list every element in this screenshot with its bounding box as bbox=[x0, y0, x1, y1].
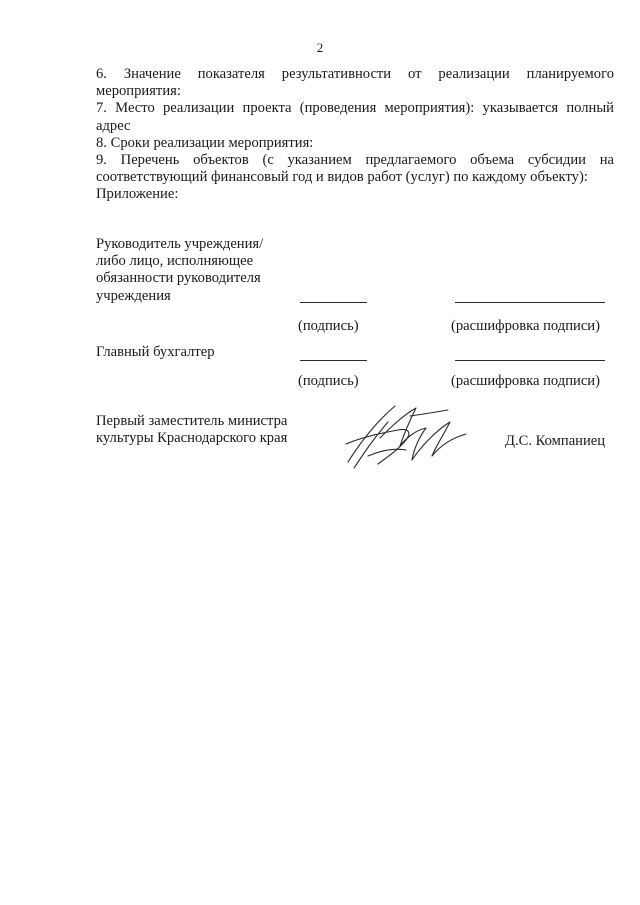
page-number: 2 bbox=[316, 40, 324, 55]
head-title-line-4: учреждения bbox=[96, 287, 171, 304]
head-decode-line bbox=[455, 302, 605, 303]
item-7-line-1: 7. Место реализации проекта (проведения мероприятия): указывается полный bbox=[96, 100, 614, 117]
attachment-label bbox=[96, 186, 614, 203]
approver-title-line-2: культуры Краснодарского края bbox=[96, 430, 288, 447]
head-title-line-3: обязанности руководителя bbox=[96, 270, 261, 287]
item-7-line-2: адрес bbox=[96, 117, 131, 134]
approver-name: Д.С. Компаниец bbox=[505, 433, 606, 449]
head-decode-caption: (расшифровка подписи) bbox=[451, 318, 600, 334]
item-8-line-1: 8. Сроки реализации мероприятия: bbox=[96, 134, 314, 151]
item-6-line-1: 6. Значение показателя результативности от реализации планируемого bbox=[96, 66, 614, 82]
head-sign-caption: (подпись) bbox=[298, 318, 359, 334]
item-6-line-2: мероприятия: bbox=[96, 83, 181, 100]
item-8 bbox=[96, 135, 614, 152]
item-7 bbox=[96, 100, 614, 134]
accountant-decode-caption: (расшифровка подписи) bbox=[451, 373, 600, 389]
items-list bbox=[96, 66, 614, 204]
handwritten-signature-icon bbox=[340, 398, 480, 478]
head-title-line-2: либо лицо, исполняющее bbox=[96, 253, 254, 270]
item-6 bbox=[96, 66, 614, 100]
accountant-signature-line bbox=[300, 360, 367, 361]
head-signature-line bbox=[300, 302, 367, 303]
item-9-line-2: соответствующий финансовый год и видов работ (услуг) по каждому объекту): bbox=[96, 169, 588, 186]
head-title bbox=[96, 236, 263, 305]
accountant-label: Главный бухгалтер bbox=[96, 344, 215, 360]
attachment-label-text: Приложение: bbox=[96, 186, 179, 203]
item-9 bbox=[96, 152, 614, 186]
item-9-line-1: 9. Перечень объектов (с указанием предлагаемого объема субсидии на bbox=[96, 152, 614, 169]
head-title-line-1: Руководитель учреждения/ bbox=[96, 236, 264, 252]
approver-title bbox=[96, 413, 287, 447]
accountant-decode-line bbox=[455, 360, 605, 361]
approver-title-line-1: Первый заместитель министра bbox=[96, 413, 288, 429]
accountant-sign-caption: (подпись) bbox=[298, 373, 359, 389]
